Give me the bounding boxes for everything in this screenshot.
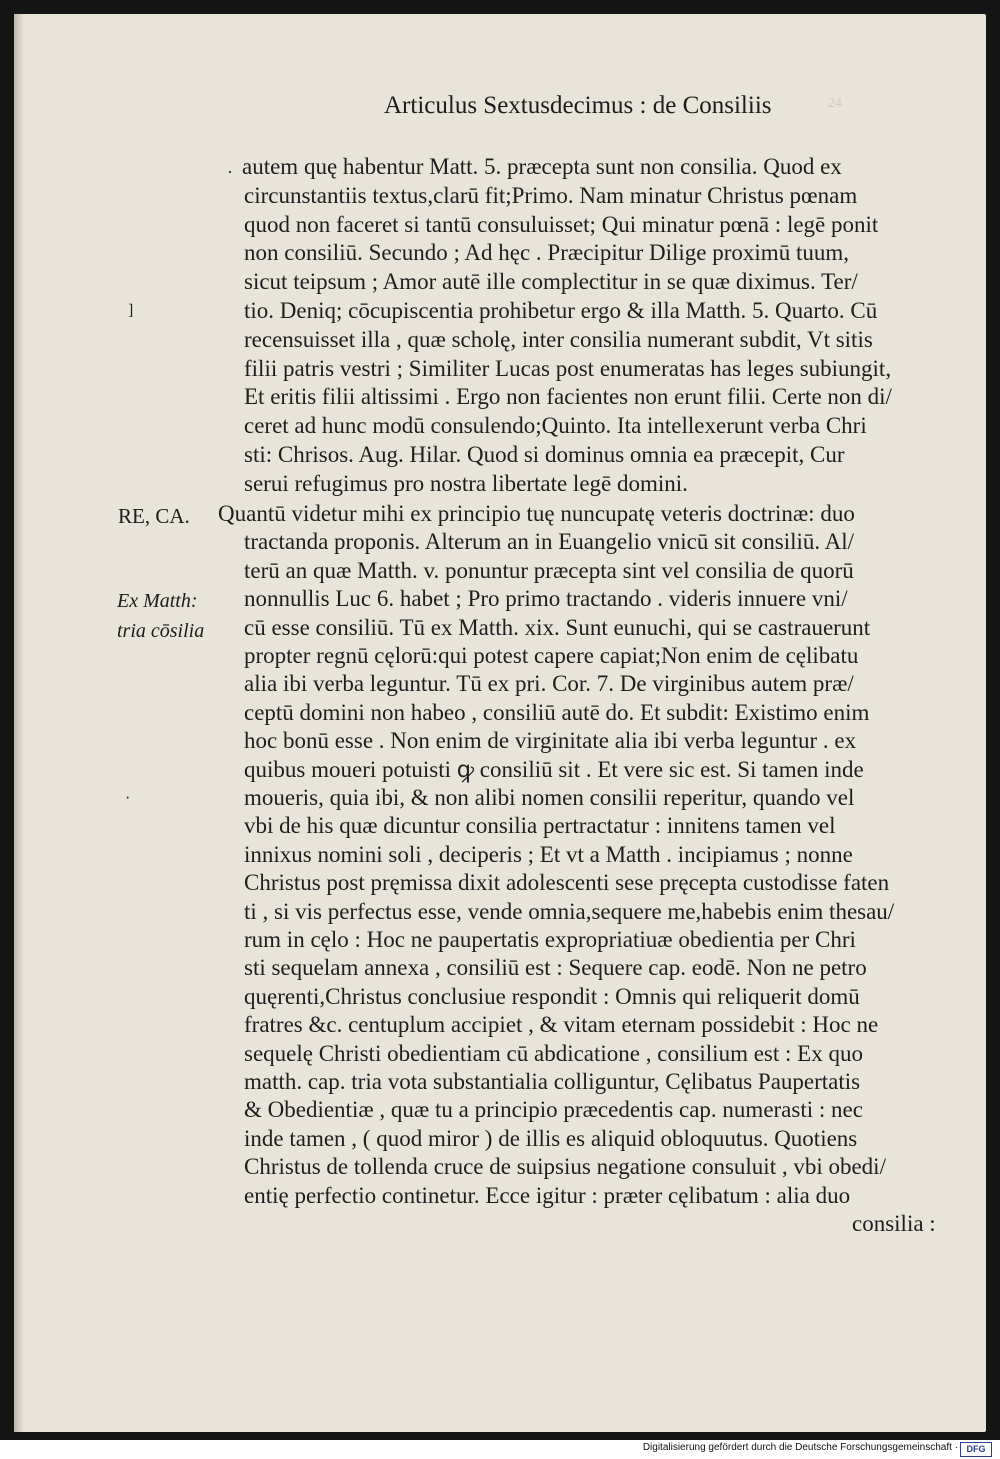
dfg-logo: DFG	[960, 1442, 992, 1457]
text-line: ti , si vis perfectus esse, vende omnia,sequere me,habebis enim thesau/	[244, 899, 895, 924]
text-line: sti sequelam annexa , consiliū est : Sequere cap. eodē. Non ne petro	[244, 955, 867, 980]
text-line: rum in cęlo : Hoc ne paupertatis expropriatiuæ obedientia per Chri	[244, 927, 856, 952]
margin-bullet: ·	[227, 162, 233, 182]
margin-bracket-mark: ]	[128, 302, 134, 319]
text-line: tractanda proponis. Alterum an in Euangelio vnicū sit consiliū. Al/	[244, 529, 855, 554]
text-line: sicut teipsum ; Amor autē ille complectitur in se quæ diximus. Ter/	[244, 269, 858, 294]
text-line: ceret ad hunc modū consulendo;Quinto. Ita intellexerunt verba Chri	[244, 413, 867, 438]
text-line: autem quę habentur Matt. 5. præcepta sunt non consilia. Quod ex	[242, 154, 842, 179]
text-line: consilia :	[852, 1211, 936, 1236]
page-number-faded: 24	[828, 96, 842, 111]
margin-note-reca: RE, CA.	[118, 504, 190, 528]
text-line: propter regnū cęlorū:qui potest capere capiat;Non enim de cęlibatu	[244, 643, 859, 668]
digitization-footer	[0, 1440, 1000, 1459]
text-line: vbi de his quæ dicuntur consilia pertractatur : innitens tamen vel	[244, 813, 836, 838]
text-line: sequelę Christi obedientiam cū abdicatione , consilium est : Ex quo	[244, 1041, 863, 1066]
margin-note-tria-consilia: tria cōsilia	[117, 620, 205, 642]
text-line: Et eritis filii altissimi . Ergo non facientes non erunt filii. Certe non di/	[244, 384, 892, 409]
margin-note-ex-matth: Ex Matth:	[117, 590, 198, 612]
text-line: innixus nomini soli , deciperis ; Et vt a Matth . incipiamus ; nonne	[244, 842, 853, 867]
text-line: circunstantiis textus,clarū fit;Primo. Nam minatur Christus pœnam	[244, 183, 858, 208]
text-line: non consiliū. Secundo ; Ad hęc . Præcipitur Dilige proximū tuum,	[244, 240, 849, 265]
text-line: moueris, quia ibi, & non alibi nomen consilii reperitur, quando vel	[244, 785, 855, 810]
text-line: & Obedientiæ , quæ tu a principio præcedentis cap. numerasti : nec	[244, 1097, 863, 1122]
text-line: entię perfectio continetur. Ecce igitur : præter cęlibatum : alia duo	[244, 1183, 851, 1208]
text-line: quibus moueri potuisti ꝙ consiliū sit . Et vere sic est. Si tamen inde	[244, 757, 864, 782]
text-line: recensuisset illa , quæ scholę, inter consilia numerant subdit, Vt sitis	[244, 327, 873, 352]
text-line: quod non faceret si tantū consuluisset; Qui minatur pœnā : legē ponit	[244, 212, 879, 237]
running-title: Articulus Sextusdecimus : de Consiliis	[384, 92, 772, 119]
text-line: Quantū videtur mihi ex principio tuę nuncupatę veteris doctrinæ: duo	[218, 501, 855, 526]
text-line: nonnullis Luc 6. habet ; Pro primo tractando . videris innuere vni/	[244, 586, 848, 611]
text-line: filii patris vestri ; Similiter Lucas post enumeratas has leges subiungit,	[244, 356, 892, 381]
text-line: terū an quæ Matth. v. ponuntur præcepta sint vel consilia de quorū	[244, 558, 854, 583]
text-line: quęrenti,Christus conclusiue respondit : Omnis qui reliquerit domū	[244, 984, 860, 1009]
margin-dot: ·	[125, 790, 131, 807]
text-line: hoc bonū esse . Non enim de virginitate alia ibi verba leguntur . ex	[244, 728, 857, 753]
text-line: sti: Chrisos. Aug. Hilar. Quod si dominus omnia ea præcepit, Cur	[244, 442, 845, 467]
text-line: Christus post pręmissa dixit adolescenti sese pręcepta custodisse faten	[244, 870, 890, 895]
text-line: ceptū domini non habeo , consiliū autē do. Et subdit: Existimo enim	[244, 700, 870, 725]
text-line: inde tamen , ( quod miror ) de illis es aliquid obloquutus. Quotiens	[244, 1126, 858, 1151]
text-line: cū esse consiliū. Tū ex Matth. xix. Sunt eunuchi, qui se castrauerunt	[244, 615, 871, 640]
text-line: fratres &c. centuplum accipiet , & vitam eternam possidebit : Hoc ne	[244, 1012, 879, 1037]
digitization-note: Digitalisierung gefördert durch die Deutsche Forschungsgemeinschaft ·	[642, 1442, 958, 1453]
text-line: Christus de tollenda cruce de suipsius negatione consuluit , vbi obedi/	[244, 1154, 886, 1179]
text-line: alia ibi verba leguntur. Tū ex pri. Cor. 7. De virginibus autem præ/	[244, 671, 854, 696]
text-line: serui refugimus pro nostra libertate legē domini.	[244, 471, 688, 496]
page-gutter-shadow	[14, 14, 24, 1432]
text-line: matth. cap. tria vota substantialia colliguntur, Cęlibatus Paupertatis	[244, 1069, 861, 1094]
text-line: tio. Deniq; cōcupiscentia prohibetur ergo & illa Matth. 5. Quarto. Cū	[244, 298, 878, 323]
